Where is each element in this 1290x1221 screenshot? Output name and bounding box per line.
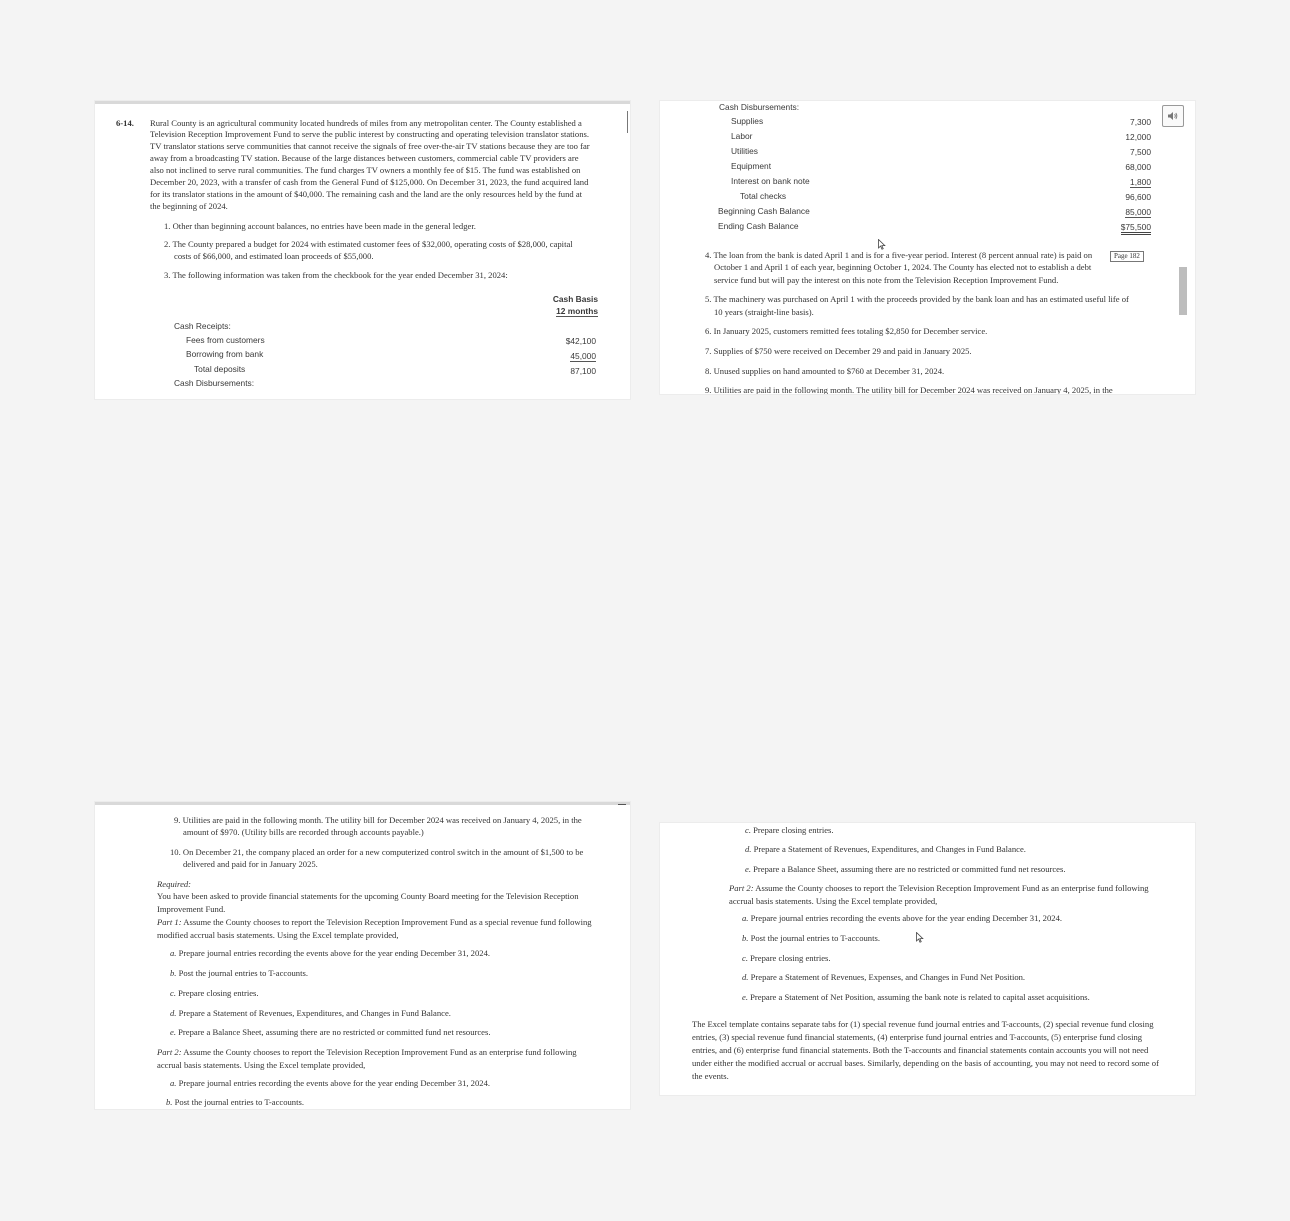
intro-line: also not inclined to serve rural communities. The fund charges TV owners a monthly fee of $15. The fund was established on [150,165,581,175]
item-letter: c. [170,988,176,998]
part-2-line [157,1046,577,1058]
disbursement-value-text: 1,800 [1130,177,1151,187]
disbursement-label: Beginning Cash Balance [718,206,810,216]
column-header-period-text: 12 months [556,306,598,316]
item-10-line: delivered and paid for in January 2025. [183,859,318,869]
item-9-line: amount of $970. (Utility bills are recorded through accounts payable.) [183,827,424,837]
intro-line: for its translator stations in the amount of $40,000. The remaining cash and the land are the only resources held by the fund at [150,189,583,199]
item-letter: c. [745,825,751,835]
page-panel-top-right [660,101,1195,394]
required-label: Required: [157,879,192,889]
item-5-line: 10 years (straight-line basis). [714,307,814,317]
item-text: Prepare journal entries recording the events above for the year ending December 31, 2024. [750,913,1063,923]
receipt-value-text: 45,000 [570,351,596,361]
part-1-line: modified accrual basis statements. Using the Excel template provided, [157,930,399,940]
part-1-text: Assume the County chooses to report the Television Reception Improvement Fund as a special revenue fund following [183,917,592,927]
column-header-period [535,305,598,317]
part-2-label: Part 2: [729,883,754,893]
receipt-label: Total deposits [194,364,246,374]
item-letter: d. [745,844,752,854]
page-panel-bottom-right [660,823,1195,1095]
disbursement-label: Utilities [731,146,758,156]
part-2-line: accrual basis statements. Using the Excel template provided, [729,896,938,906]
part-2-line [729,882,1149,894]
item-text: Prepare journal entries recording the events above for the year ending December 31, 2024. [178,948,491,958]
receipt-value: 87,100 [570,366,596,376]
item-text: Prepare closing entries. [750,953,831,963]
item-1: 1. Other than beginning account balances, no entries have been made in the general ledger. [164,221,476,231]
intro-line: Television Reception Improvement Fund to serve the public interest by constructing and operating television translator stations. [150,129,590,139]
item-letter: b. [166,1097,173,1107]
part-2-item [742,971,1025,983]
disbursement-value: 12,000 [1125,132,1151,142]
item-text: Prepare a Balance Sheet, assuming there are no restricted or committed fund net resources. [178,1027,491,1037]
part-2-item [166,1096,304,1108]
item-letter: d. [170,1008,177,1018]
part-1-item [170,987,259,999]
part-1-item [170,967,308,979]
item-text: Prepare closing entries. [753,825,834,835]
part-2-text: Assume the County chooses to report the Television Reception Improvement Fund as an enterprise fund following [183,1047,577,1057]
page-panel-top-left [95,101,630,399]
template-note-line: The Excel template contains separate tabs for (1) special revenue fund journal entries and T-accounts, (2) special revenue fund closing [692,1019,1154,1029]
part-1-item [170,1007,451,1019]
item-10-line: 10. On December 21, the company placed an order for a new computerized control switch in the amount of $1,500 to be [170,847,584,857]
template-note-line: entries, and (6) enterprise fund financial statements. Both the T-accounts and financial statements contain accounts you will not need [692,1045,1149,1055]
page-number-tag: Page 182 [1110,251,1144,262]
item-letter: a. [170,1078,177,1088]
item-text: Post the journal entries to T-accounts. [178,968,308,978]
speaker-icon [1167,110,1179,122]
disbursement-value [1080,206,1151,218]
disbursement-value: 7,500 [1130,147,1151,157]
part-2-item [742,932,880,944]
item-text: Post the journal entries to T-accounts. [750,933,880,943]
item-8: 8. Unused supplies on hand amounted to $760 at December 31, 2024. [705,366,945,376]
item-text: Prepare journal entries recording the events above for the year ending December 31, 2024. [178,1078,491,1088]
page-corner-mark [618,804,626,805]
item-letter: e. [745,864,751,874]
part-1-label: Part 1: [157,917,182,927]
panel-top-border [95,802,630,805]
disbursement-label: Ending Cash Balance [718,221,799,231]
item-7: 7. Supplies of $750 were received on December 29 and paid in January 2025. [705,346,972,356]
part-1-item [745,843,1026,855]
receipt-label: Borrowing from bank [186,349,264,359]
item-9-line: 9. Utilities are paid in the following month. The utility bill for December 2024 was received on January 4, 2025, in the [705,385,1113,394]
item-letter: c. [742,953,748,963]
item-text: Prepare a Balance Sheet, assuming there are no restricted or committed fund net resources. [753,864,1066,874]
intro-line: Rural County is an agricultural community located hundreds of miles from any metropolitan center. The County established a [150,118,582,128]
intro-line: the beginning of 2024. [150,201,228,211]
intro-line: away from a broadcasting TV station. Because of the large distances between customers, commercial cable TV providers are [150,153,579,163]
item-text: Prepare a Statement of Revenues, Expenditures, and Changes in Fund Balance. [753,844,1026,854]
scrollbar-thumb[interactable] [1179,267,1187,315]
disbursement-value: 7,300 [1130,117,1151,127]
part-2-line: accrual basis statements. Using the Excel template provided, [157,1060,366,1070]
page-panel-bottom-left [95,802,630,1109]
item-3: 3. The following information was taken from the checkbook for the year ended December 31, 2024: [164,270,508,280]
item-6: 6. In January 2025, customers remitted fees totaling $2,850 for December service. [705,326,988,336]
template-note-line: the events. [692,1071,729,1081]
item-4-line: 4. The loan from the bank is dated April 1 and is for a five-year period. Interest (8 percent annual rate) is paid on [705,250,1093,260]
item-text: Post the journal entries to T-accounts. [174,1097,304,1107]
disbursement-value: 68,000 [1125,162,1151,172]
item-letter: e. [742,992,748,1002]
required-line: You have been asked to provide financial statements for the upcoming County Board meeting for the Television Reception [157,891,579,901]
item-4-line: service fund but will pay the interest on this note from the Television Reception Improvement Fund. [714,275,1059,285]
column-header-basis: Cash Basis [552,294,598,304]
part-2-label: Part 2: [157,1047,182,1057]
item-2-line: 2. The County prepared a budget for 2024 with estimated customer fees of $32,000, operating costs of $28,000, capital [164,239,573,249]
part-1-item [170,947,490,959]
item-2-line: costs of $66,000, and estimated loan proceeds of $55,000. [174,251,374,261]
part-2-item [742,952,831,964]
part-2-text: Assume the County chooses to report the Television Reception Improvement Fund as an enterprise fund following [755,883,1149,893]
required-line: Improvement Fund. [157,904,226,914]
template-note-line: under either the modified accrual or accrual bases. Similarly, depending on the basis of accounting, you may not need to record some of [692,1058,1159,1068]
cash-disbursements-label: Cash Disbursements: [174,378,255,388]
item-text: Prepare a Statement of Net Position, assuming the bank note is related to capital asset acquisitions. [750,992,1090,1002]
item-9-line: 9. Utilities are paid in the following month. The utility bill for December 2024 was received on January 4, 2025, in the [174,815,582,825]
disbursement-label: Equipment [731,161,772,171]
item-letter: e. [170,1027,176,1037]
template-note-line: entries, (3) special revenue fund financial statements, (4) enterprise fund journal entries and T-accounts, (5) enterprise fund closing [692,1032,1143,1042]
disbursement-label: Labor [731,131,753,141]
item-letter: b. [742,933,749,943]
item-letter: b. [170,968,177,978]
disbursement-value [1080,176,1151,188]
item-letter: a. [170,948,177,958]
disbursement-label: Interest on bank note [731,176,810,186]
disbursement-label: Supplies [731,116,764,126]
item-text: Prepare closing entries. [178,988,259,998]
receipt-value: $42,100 [565,336,596,346]
cash-receipts-label: Cash Receipts: [174,321,231,331]
disbursement-value-text: $75,500 [1121,222,1151,235]
part-1-line [157,916,592,928]
receipt-label: Fees from customers [186,335,265,345]
item-5-line: 5. The machinery was purchased on April 1 with the proceeds provided by the bank loan and has an estimated useful life of [705,294,1129,304]
part-2-item [742,912,1062,924]
intro-line: TV translator stations serve communities that cannot receive the signals of free over-the-air TV stations because they are too far [150,141,590,151]
mouse-pointer-icon [916,932,924,943]
disbursement-value-text: 85,000 [1125,207,1151,217]
disbursement-label: Total checks [740,191,787,201]
part-1-item [745,863,1065,875]
part-2-item [170,1077,490,1089]
part-2-item [742,991,1090,1003]
cash-disbursements-label: Cash Disbursements: [719,102,800,112]
item-text: Prepare a Statement of Revenues, Expenditures, and Changes in Fund Balance. [178,1008,451,1018]
item-text: Prepare a Statement of Revenues, Expenses, and Changes in Fund Net Position. [750,972,1026,982]
part-1-item [745,824,834,836]
intro-line: December 20, 2023, with a transfer of cash from the General Fund of $125,000. On December 31, 2023, the fund acquired land [150,177,589,187]
disbursement-value [1080,221,1151,233]
disbursement-value: 96,600 [1125,192,1151,202]
problem-number: 6-14. [116,118,134,128]
part-1-item [170,1026,490,1038]
panel-top-border [95,101,630,104]
audio-button[interactable] [1162,105,1184,127]
item-letter: d. [742,972,749,982]
item-4-line: October 1 and April 1 of each year, beginning October 1, 2024. The County has elected not to establish a debt [714,262,1092,272]
receipt-value [535,350,596,362]
scroll-edge-marker [627,111,628,133]
item-letter: a. [742,913,749,923]
